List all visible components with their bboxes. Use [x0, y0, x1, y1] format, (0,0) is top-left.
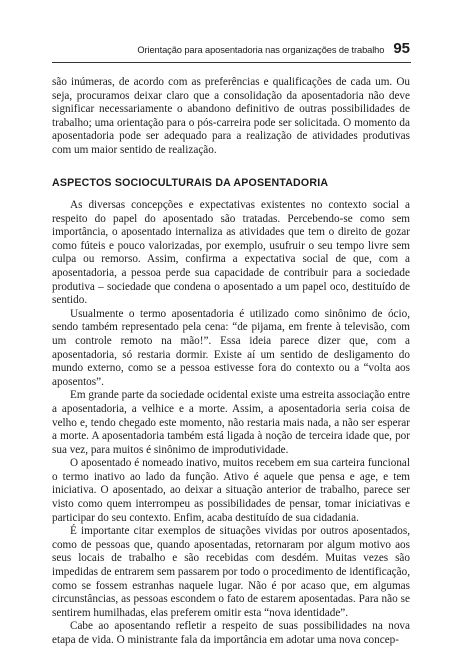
- body-paragraph-2: Usualmente o termo aposentadoria é utilizado como sinônimo de ócio, sendo também representado pela cena: “de pijama, em frente à televisão, com um controle remoto na mão!”. Essa ideia parece dizer que, com a aposentadoria, só restaria dormir. Existe aí um sentido de desligamento do mundo externo, como se a pessoa estivesse fora do contexto ou a “volta aos aposentos”.: [52, 307, 410, 388]
- running-title: Orientação para aposentadoria nas organizações de trabalho: [137, 45, 385, 55]
- intro-text-block: [52, 76, 410, 158]
- body-paragraph-6: Cabe ao aposentando refletir a respeito de suas possibilidades na nova etapa de vida. O ministrante fala da importância em adotar uma nova concep-: [52, 620, 410, 646]
- page-number: 95: [393, 40, 410, 57]
- intro-paragraph: são inúmeras, de acordo com as preferências e qualificações de cada um. Ou seja, procuramos deixar claro que a consolidação da aposentadoria não deve significar necessariamente o abandono definitivo de outras possibilidades de trabalho; uma orientação para o pós-carreira pode ser solicitada. O momento da aposentadoria pode ser adequado para a realização de atividades produtivas com um maior sentido de realização.: [52, 76, 410, 156]
- running-head: [52, 40, 410, 60]
- section-heading: ASPECTOS SOCIOCULTURAIS DA APOSENTADORIA: [52, 177, 329, 189]
- section-body: [52, 199, 410, 648]
- body-paragraph-1: As diversas concepções e expectativas existentes no contexto social a respeito do papel do aposentado são tratadas. Percebendo-se como sem importância, o aposentado internaliza as atividades que tem o direito de gozar como fúteis e pouco valorizadas, por exemplo, usufruir o seu tempo livre sem culpa ou remorso. Assim, confirma a expectativa social de que, com a aposentadoria, a pessoa perde sua capacidade de contribuir para a sociedade produtiva – sociedade que condena o aposentado a um papel oco, destituído de sentido.: [52, 199, 410, 307]
- body-paragraph-3: Em grande parte da sociedade ocidental existe uma estreita associação entre a aposentadoria, a velhice e a morte. Assim, a aposentadoria seria coisa de velho e, tendo chegado este momento, não restaria mais nada, a não ser esperar a morte. A aposentadoria também está ligada à noção de terceira idade que, por sua vez, para muitos é sinônimo de improdutividade.: [52, 389, 410, 456]
- header-rule: [52, 62, 411, 63]
- body-paragraph-4: O aposentado é nomeado inativo, muitos recebem em sua carteira funcional o termo inativo ao lado da função. Ativo é aquele que pensa e age, e tem iniciativa. O aposentado, ao deixar a situação anterior de trabalho, parece ser visto como quem interrompeu as possibilidades de pensar, tomar iniciativas e participar do seu contexto. Enfim, acaba destituído de sua cidadania.: [52, 457, 410, 524]
- body-paragraph-5: É importante citar exemplos de situações vividas por outros aposentados, como de pessoas que, quando aposentadas, retornaram por algum motivo aos seus locais de trabalho e são recebidas com desdém. Muitas vezes são impedidas de entrarem sem passarem por todo o procedimento de identificação, como se fossem estranhas naquele lugar. Não é por acaso que, em algumas circunstâncias, as pessoas escondem o fato de estarem aposentadas. Para não se sentirem humilhadas, elas preferem omitir esta “nova identidade”.: [52, 525, 410, 619]
